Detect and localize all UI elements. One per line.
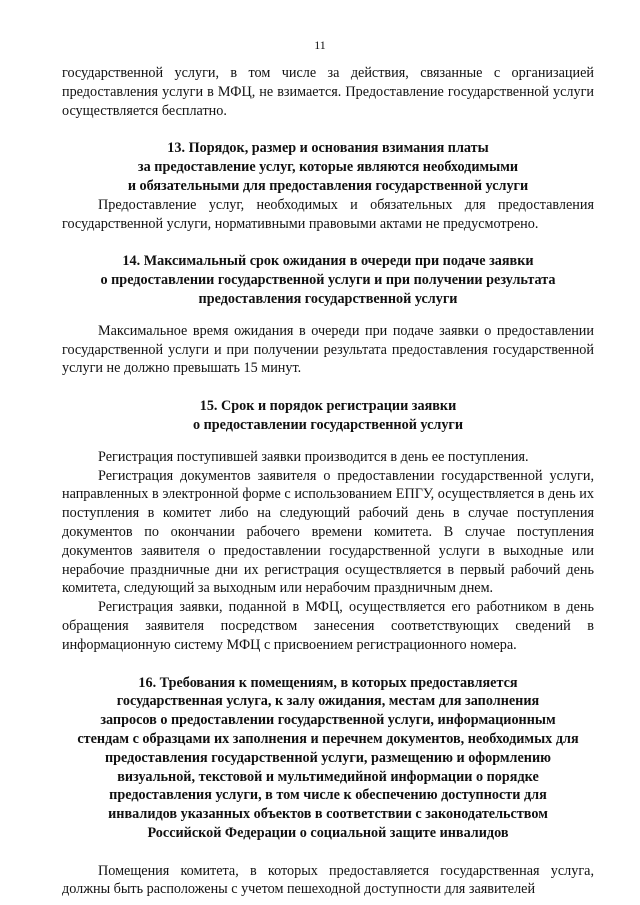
- intro-paragraph: государственной услуги, в том числе за действия, связанные с организацией предоставления услуги в МФЦ, не взимается. Предоставление государственной услуги осуществляется бесплатно.: [62, 65, 594, 119]
- section-15-paragraph: Регистрация документов заявителя о предоставлении государственной услуги, направленных в электронной форме с использованием ЕПГУ, осуществляется в день их поступления в комитет либо на следующий рабочий день в случае поступления документов по окончании рабочего времени комитета. В случае поступления документов заявителя о предоставлении государственной услуги в выходные или нерабочие праздничные дни их регистрация осуществляется в первый рабочий день комитета, следующий за выходным или нерабочим праздничным днем.: [62, 467, 594, 597]
- section-16-paragraph: Помещения комитета, в которых предоставляется государственная услуга, должны быть расположены с учетом пешеходной доступности для заявителей: [62, 862, 594, 898]
- heading-line: Российской Федерации о социальной защите инвалидов: [147, 824, 509, 841]
- section-16-heading: [62, 674, 594, 843]
- document-body: [62, 64, 594, 899]
- page-number: 11: [314, 38, 326, 52]
- heading-line: о предоставлении государственной услуги: [192, 416, 464, 433]
- heading-line: стендам с образцами их заполнения и перечнем документов, необходимых для: [77, 730, 579, 747]
- section-15-paragraph: Регистрация заявки, поданной в МФЦ, осуществляется его работником в день обращения заявителя посредством занесения соответствующих сведений в информационную систему МФЦ с присвоением регистрационного номера.: [62, 599, 594, 653]
- section-13-paragraph: Предоставление услуг, необходимых и обязательных для предоставления государственной услуги, нормативными правовыми актами не предусмотрено.: [62, 196, 594, 232]
- heading-line: о предоставлении государственной услуги и при получении результата: [100, 272, 556, 289]
- heading-line: запросов о предоставлении государственной услуги, информационным: [100, 712, 556, 729]
- heading-line: предоставления государственной услуги: [198, 290, 458, 307]
- heading-line: за предоставление услуг, которые являются необходимыми: [137, 159, 519, 176]
- heading-line: предоставления услуги, в том числе к обеспечению доступности для: [109, 787, 547, 804]
- section-15-heading: [62, 397, 594, 435]
- heading-line: 14. Максимальный срок ожидания в очереди при подаче заявки: [122, 253, 534, 270]
- heading-line: предоставления государственной услуги, размещению и оформлению: [104, 749, 551, 766]
- heading-line: инвалидов указанных объектов в соответствии с законодательством: [108, 806, 548, 823]
- heading-line: государственная услуга, к залу ожидания, местам для заполнения: [116, 693, 540, 710]
- heading-line: 13. Порядок, размер и основания взимания платы: [167, 140, 489, 157]
- heading-line: и обязательными для предоставления государственной услуги: [127, 177, 529, 194]
- heading-line: визуальной, текстовой и мультимедийной информации о порядке: [117, 768, 539, 785]
- section-14-paragraph: Максимальное время ожидания в очереди при подаче заявки о предоставлении государственной услуги и при получении результата предоставления государственной услуги не должно превышать 15 минут.: [62, 322, 594, 377]
- section-13-heading: [62, 139, 594, 195]
- section-15-paragraph: Регистрация поступившей заявки производится в день ее поступления.: [98, 448, 529, 465]
- heading-line: 16. Требования к помещениям, в которых предоставляется: [138, 674, 518, 691]
- section-14-heading: [62, 252, 594, 308]
- heading-line: 15. Срок и порядок регистрации заявки: [199, 398, 457, 415]
